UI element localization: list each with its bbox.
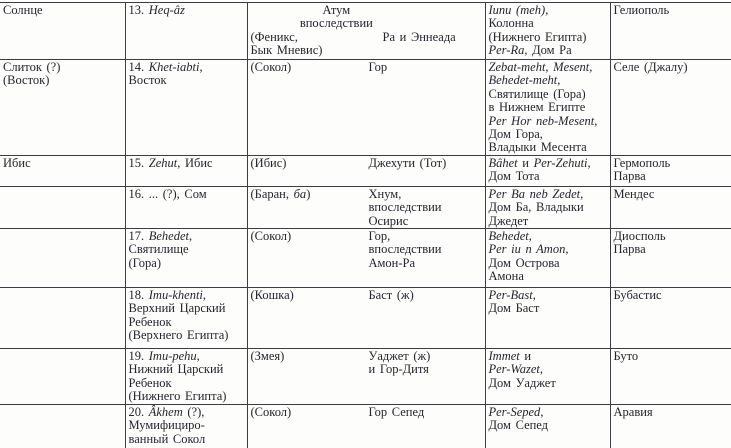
text-line: Амон-Ра — [368, 255, 416, 270]
text-line: Осирис — [368, 213, 409, 228]
cell-animal-deity — [247, 349, 485, 405]
cell-deity — [369, 31, 483, 58]
text-line: Per Ba neb Zedet, — [488, 186, 584, 201]
table-row — [0, 229, 731, 288]
cell-animal-deity — [247, 60, 485, 156]
text-line: Per-Seped, — [488, 404, 544, 419]
cell-greek-name — [610, 3, 731, 60]
cell-symbol — [0, 288, 125, 349]
text-line: Bâhet и Per-Zehuti, — [488, 155, 591, 170]
cell-sacred-animal — [251, 289, 369, 302]
text-line: 18. Imu-khenti, — [128, 288, 207, 303]
text-line: Бык Мневис) — [250, 43, 323, 58]
cell-greek-name — [610, 404, 731, 448]
text-line: Джедет — [488, 213, 529, 228]
text-line: Behedet, — [488, 229, 532, 244]
cell-egyptian-name — [485, 155, 610, 186]
cell-sacred-animal — [251, 350, 369, 377]
text-line: Дом Гора, — [488, 127, 543, 142]
cell-deity — [369, 350, 483, 377]
text-line: (Верхнего Египта) — [128, 328, 229, 343]
cell-egyptian-name — [485, 349, 610, 405]
cell-symbol — [0, 229, 125, 288]
text-line: Ра и Эннеада — [382, 29, 456, 44]
text-line: (Нижнего Египта) — [128, 389, 227, 404]
text-line: Behedet-meht, — [488, 73, 561, 88]
cell-nome-name — [125, 3, 247, 60]
cell-egyptian-name — [485, 404, 610, 448]
cell-deity — [369, 406, 483, 419]
text-line: Ибис — [3, 155, 31, 170]
text-line: Гор, — [368, 229, 391, 244]
text-line: (Нижнего Египта) — [488, 29, 587, 44]
text-line: Селе (Джалу) — [613, 60, 688, 74]
cell-egyptian-name — [485, 186, 610, 228]
text-line: впоследствии — [299, 16, 373, 31]
cell-greek-name — [610, 229, 731, 288]
table-row — [0, 60, 731, 156]
text-line: Per-Wazet, — [488, 362, 543, 377]
table-row — [0, 404, 731, 448]
table-body — [0, 3, 731, 448]
text-line: Дом Баст — [488, 301, 540, 316]
table-row — [0, 3, 731, 60]
cell-animal-deity — [247, 229, 485, 288]
nomes-table — [0, 2, 731, 448]
text-line: Парва — [613, 169, 646, 184]
text-line: Диосполь — [613, 229, 666, 244]
cell-greek-name — [610, 349, 731, 405]
text-line: (Восток) — [3, 73, 50, 88]
text-line: 14. Khet-iabti, — [128, 60, 203, 74]
text-line: (Ибис) — [250, 155, 287, 170]
text-line: Колонна — [488, 16, 534, 31]
text-line: 16. ... (?), Сом — [128, 186, 207, 201]
text-line: Immet и — [488, 349, 532, 364]
text-line: Ребенок — [128, 314, 172, 329]
text-line: (Сокол) — [250, 60, 292, 74]
cell-nome-name — [125, 229, 247, 288]
cell-symbol — [0, 349, 125, 405]
cell-symbol — [0, 404, 125, 448]
cell-deity — [369, 289, 483, 302]
cell-deity — [369, 61, 483, 74]
text-line: Мендес — [613, 186, 655, 201]
cell-nome-name — [125, 186, 247, 228]
text-line: Дом Сепед — [488, 418, 549, 433]
text-line: Уаджет (ж) — [368, 349, 431, 364]
cell-greek-name — [610, 288, 731, 349]
text-line: Дом Тота — [488, 169, 540, 184]
cell-deity — [369, 157, 483, 170]
text-line: Дом Ба, Владыки — [488, 200, 584, 215]
text-line: Амона — [488, 269, 524, 284]
cell-sacred-animal — [251, 31, 369, 58]
text-line: Бубастис — [613, 288, 662, 303]
text-line: Гор — [368, 60, 388, 74]
cell-deity — [369, 230, 483, 270]
cell-deity — [369, 188, 483, 228]
text-line: Iunu (meh), — [488, 3, 549, 17]
text-line: (Змея) — [250, 349, 285, 364]
text-line: Per Hor neb-Mesent, — [488, 113, 598, 128]
text-line: Парва — [613, 242, 646, 257]
text-line: впоследствии — [368, 242, 442, 257]
cell-nome-name — [125, 288, 247, 349]
text-line: Верхний Царский — [128, 301, 226, 316]
cell-symbol — [0, 3, 125, 60]
text-line: Гелиополь — [613, 3, 670, 17]
cell-sacred-animal — [251, 61, 369, 74]
text-line: Восток — [128, 73, 167, 88]
cell-animal-deity — [247, 155, 485, 186]
text-line: Ребенок — [128, 375, 172, 390]
cell-egyptian-name — [485, 60, 610, 156]
merged-deity-header — [251, 4, 423, 31]
book-page — [0, 2, 731, 448]
cell-sacred-animal — [251, 406, 369, 419]
text-line: Zebat-meht, Mesent, — [488, 60, 593, 74]
cell-animal-deity — [247, 3, 485, 60]
text-line: и Гор-Дитя — [368, 362, 429, 377]
text-line: Per iu n Amon, — [488, 242, 569, 257]
cell-sacred-animal — [251, 188, 369, 228]
cell-egyptian-name — [485, 3, 610, 60]
text-line: Буто — [613, 349, 639, 364]
cell-animal-deity — [247, 404, 485, 448]
cell-sacred-animal — [251, 157, 369, 170]
text-line: Слиток (?) — [3, 60, 61, 74]
text-line: Святилище (Гора) — [488, 86, 586, 101]
text-line: 17. Behedet, — [128, 229, 193, 244]
text-line: Атум — [322, 3, 351, 17]
cell-greek-name — [610, 155, 731, 186]
cell-sacred-animal — [251, 230, 369, 270]
text-line: Аравия — [613, 404, 653, 419]
text-line: Мумифициро- — [128, 418, 205, 433]
table-row — [0, 155, 731, 186]
text-line: 13. Heq-âz — [128, 3, 185, 17]
text-line: Баст (ж) — [368, 288, 414, 303]
text-line: (Кошка) — [250, 288, 294, 303]
text-line: (Баран, ба) — [250, 186, 311, 201]
table-row — [0, 186, 731, 228]
cell-animal-deity — [247, 186, 485, 228]
cell-egyptian-name — [485, 288, 610, 349]
text-line: в Нижнем Египте — [488, 100, 586, 115]
text-line: Хнум, — [368, 186, 402, 201]
text-line: Джехути (Тот) — [368, 155, 447, 170]
text-line: Гор Сепед — [368, 404, 425, 419]
text-line: ванный Сокол — [128, 431, 206, 446]
cell-symbol — [0, 155, 125, 186]
cell-nome-name — [125, 155, 247, 186]
text-line: Дом Острова — [488, 255, 560, 270]
text-line: Дом Уаджет — [488, 375, 556, 390]
text-line: (Сокол) — [250, 229, 292, 244]
text-line: Per-Bast, — [488, 288, 536, 303]
text-line: Per-Ra, Дом Ра — [488, 43, 572, 58]
cell-greek-name — [610, 60, 731, 156]
text-line: (Феникс, — [250, 29, 298, 44]
cell-symbol — [0, 60, 125, 156]
text-line: Солнце — [3, 3, 43, 17]
text-line: Нижний Царский — [128, 362, 224, 377]
text-line: Гермополь — [613, 155, 671, 170]
cell-nome-name — [125, 60, 247, 156]
cell-animal-deity — [247, 288, 485, 349]
cell-nome-name — [125, 404, 247, 448]
cell-egyptian-name — [485, 229, 610, 288]
text-line: 20. Âkhem (?), — [128, 404, 205, 419]
table-row — [0, 349, 731, 405]
text-line: впоследствии — [368, 200, 442, 215]
text-line: 15. Zehut, Ибис — [128, 155, 213, 170]
text-line: Владыки Месента — [488, 140, 587, 155]
text-line: (Гора) — [128, 255, 162, 270]
text-line: 19. Imu-pehu, — [128, 349, 200, 364]
text-line: (Сокол) — [250, 404, 292, 419]
text-line: Святилище — [128, 242, 189, 257]
cell-nome-name — [125, 349, 247, 405]
cell-greek-name — [610, 186, 731, 228]
cell-symbol — [0, 186, 125, 228]
table-row — [0, 288, 731, 349]
